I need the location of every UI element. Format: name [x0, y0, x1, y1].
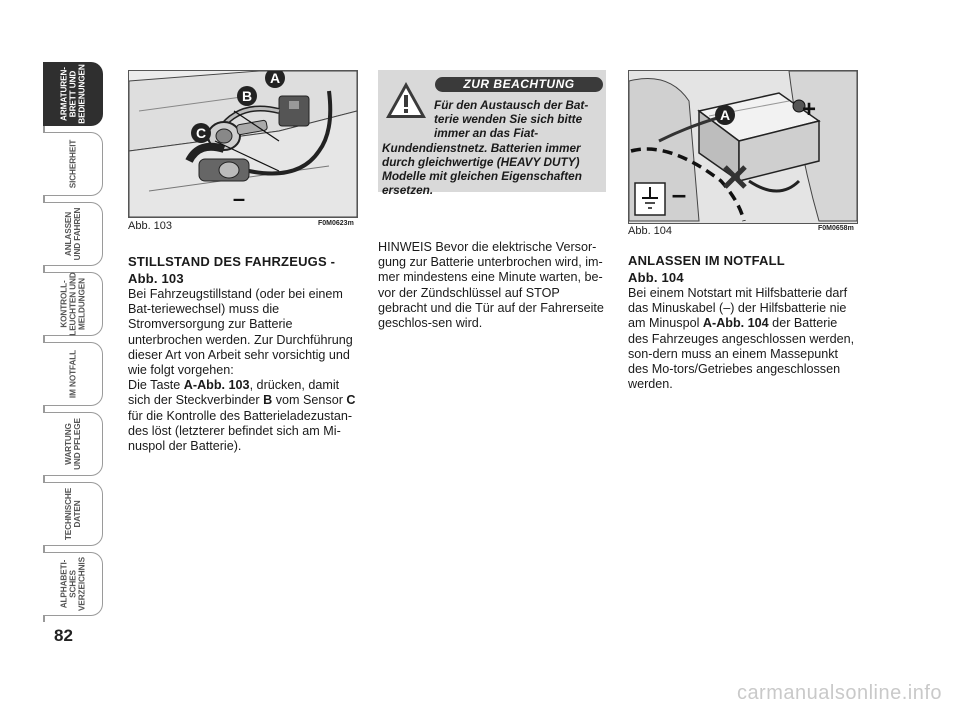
tab-sicherheit[interactable]: SICHERHEIT: [43, 132, 103, 196]
paragraph-notfall: Bei einem Notstart mit Hilfsbatterie darf das Minuskabel (–) der Hilfsbatterie nie am Minuspol A-Abb. 104 der Batterie des Fahrzeuges angeschlossen werden, son-dern muss an einem Massepunkt des Mo-tors/Getriebes angeschlossen werden.: [628, 286, 855, 392]
warning-box: [378, 70, 606, 198]
figure-code-103: F0M0623m: [318, 220, 354, 227]
page-number: 82: [54, 626, 73, 645]
marker-minus: –: [232, 186, 246, 211]
warning-text: Für den Austausch der Bat-terie wenden Sie sich bitte immer an das Fiat-Kundendienstnetz. Batterien immer durch gleichwertige (HEAVY DUTY) Modelle mit gleichen Eigenschaften ersetzen.: [382, 98, 589, 198]
marker-a: A: [269, 71, 281, 86]
tab-armaturenbrett[interactable]: ARMATUREN- BRETT UND BEDIENUNGEN: [43, 62, 103, 126]
marker-minus-104: –: [671, 179, 687, 209]
battery-connector-illustration: [129, 71, 357, 217]
marker-c: C: [195, 125, 207, 141]
watermark: carmanualsonline.info: [736, 682, 942, 704]
section-heading-stillstand: STILLSTAND DES FAHRZEUGS - Abb. 103: [128, 254, 336, 286]
tab-kontrollleuchten[interactable]: KONTROLL- LEUCHTEN UND MELDUNGEN: [43, 272, 103, 336]
figure-abb-103: [128, 70, 358, 218]
tab-verzeichnis[interactable]: ALPHABETI- SCHES VERZEICHNIS: [43, 552, 103, 616]
figure-abb-104: [628, 70, 858, 224]
marker-b: B: [241, 88, 253, 104]
marker-a-104: A: [719, 107, 731, 123]
figure-code-104: F0M0658m: [818, 225, 854, 232]
figure-caption-104: Abb. 104: [628, 225, 673, 237]
tab-anlassen[interactable]: ANLASSEN UND FAHREN: [43, 202, 103, 266]
tab-wartung[interactable]: WARTUNG UND PFLEGE: [43, 412, 103, 476]
figure-caption-103: Abb. 103: [128, 220, 173, 232]
section-heading-notfall: ANLASSEN IM NOTFALL Abb. 104: [628, 253, 785, 285]
tab-im-notfall[interactable]: IM NOTFALL: [43, 342, 103, 406]
warning-title: ZUR BEACHTUNG: [435, 77, 603, 92]
section-anlassen-notfall: [628, 252, 858, 392]
marker-plus: +: [801, 96, 817, 123]
section-stillstand: [128, 253, 356, 454]
tab-technische-daten[interactable]: TECHNISCHE DATEN: [43, 482, 103, 546]
emergency-start-illustration: [629, 71, 857, 223]
paragraph-stillstand-1: Bei Fahrzeugstillstand (oder bei einem Bat-teriewechsel) muss die Stromversorgung zur Batterie unterbrochen werden. Zur Durchführung dieser Art von Arbeit sehr vorsichtig und wie folgt vorgehen:: [128, 287, 353, 378]
paragraph-stillstand-2: Die Taste A-Abb. 103, drücken, damit sich der Steckverbinder B vom Sensor C für die Kontrolle des Batterieladezustan-des löst (letzterer befindet sich am Mi-nuspol der Batterie).: [128, 378, 356, 454]
hinweis-note: HINWEIS Bevor die elektrische Versor-gung zur Batterie unterbrochen wird, im-mer mindestens eine Minute warten, be-vor der Zündschlüssel auf STOP gebracht und die Tür auf der Fahrerseite geschlos-sen wird.: [378, 240, 604, 331]
